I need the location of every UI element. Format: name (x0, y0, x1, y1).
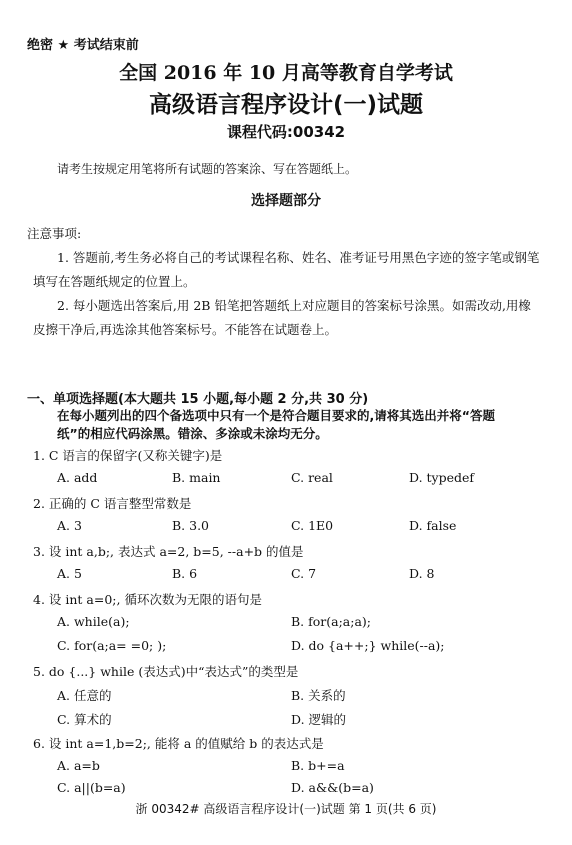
notice-label: 注意事项: (27, 226, 82, 241)
question-stem: 5. do {...} while (表达式)中“表达式”的类型是 (33, 664, 299, 679)
option-b: B. 6 (172, 566, 198, 581)
part-heading: 一、单项选择题(本大题共 15 小题,每小题 2 分,共 30 分) (27, 392, 369, 407)
notice-item-2-line-1: 2. 每小题选出答案后,用 2B 铅笔把答题纸上对应题目的答案标号涂黑。如需改动,用橡 (57, 298, 531, 313)
option-a: A. while(a); (57, 614, 130, 629)
option-b: B. for(a;a;a); (291, 614, 372, 629)
option-d: D. 8 (409, 566, 435, 581)
answer-instruction: 请考生按规定用笔将所有试题的答案涂、写在答题纸上。 (57, 162, 358, 176)
option-d: D. a&&(b=a) (291, 780, 374, 795)
option-d: D. do {a++;} while(--a); (291, 638, 445, 653)
option-b: B. 关系的 (291, 688, 346, 703)
option-c: C. real (291, 470, 333, 485)
page-footer: 浙 00342# 高级语言程序设计(一)试题 第 1 页(共 6 页) (135, 802, 437, 816)
option-d: D. 逻辑的 (291, 712, 347, 727)
option-c: C. 7 (291, 566, 317, 581)
option-d: D. typedef (409, 470, 475, 485)
section-title: 选择题部分 (251, 193, 321, 209)
option-c: C. 算术的 (57, 712, 112, 727)
option-a: A. 3 (57, 518, 82, 533)
confidential-mark: 绝密 ★ 考试结束前 (27, 38, 139, 53)
option-b: B. main (172, 470, 221, 485)
option-b: B. 3.0 (172, 518, 210, 533)
option-c: C. for(a;a= =0; ); (57, 638, 167, 653)
notice-item-1-line-1: 1. 答题前,考生务必将自己的考试课程名称、姓名、准考证号用黑色字迹的签字笔或钢笔 (57, 250, 540, 265)
part-description-line-1: 在每小题列出的四个备选项中只有一个是符合题目要求的,请将其选出并将“答题 (57, 408, 495, 423)
notice-item-1-line-2: 填写在答题纸规定的位置上。 (33, 274, 196, 289)
option-c: C. a||(b=a) (57, 780, 126, 795)
option-d: D. false (409, 518, 457, 533)
option-b: B. b+=a (291, 758, 345, 773)
question-stem: 3. 设 int a,b;, 表达式 a=2, b=5, --a+b 的值是 (33, 544, 304, 559)
part-description-line-2: 纸”的相应代码涂黑。错涂、多涂或未涂均无分。 (57, 426, 328, 441)
course-title: 高级语言程序设计(一)试题 (148, 92, 424, 118)
question-stem: 6. 设 int a=1,b=2;, 能将 a 的值赋给 b 的表达式是 (33, 736, 324, 751)
exam-title: 全国 2016 年 10 月高等教育自学考试 (119, 62, 453, 84)
option-a: A. a=b (57, 758, 100, 773)
notice-item-2-line-2: 皮擦干净后,再选涂其他答案标号。不能答在试题卷上。 (33, 322, 337, 337)
option-a: A. 5 (57, 566, 82, 581)
question-stem: 4. 设 int a=0;, 循环次数为无限的语句是 (33, 592, 262, 607)
course-code: 课程代码:00342 (226, 123, 346, 141)
option-c: C. 1E0 (291, 518, 334, 533)
option-a: A. 任意的 (57, 688, 112, 703)
question-stem: 1. C 语言的保留字(又称关键字)是 (33, 448, 223, 463)
question-stem: 2. 正确的 C 语言整型常数是 (33, 496, 192, 511)
option-a: A. add (57, 470, 98, 485)
